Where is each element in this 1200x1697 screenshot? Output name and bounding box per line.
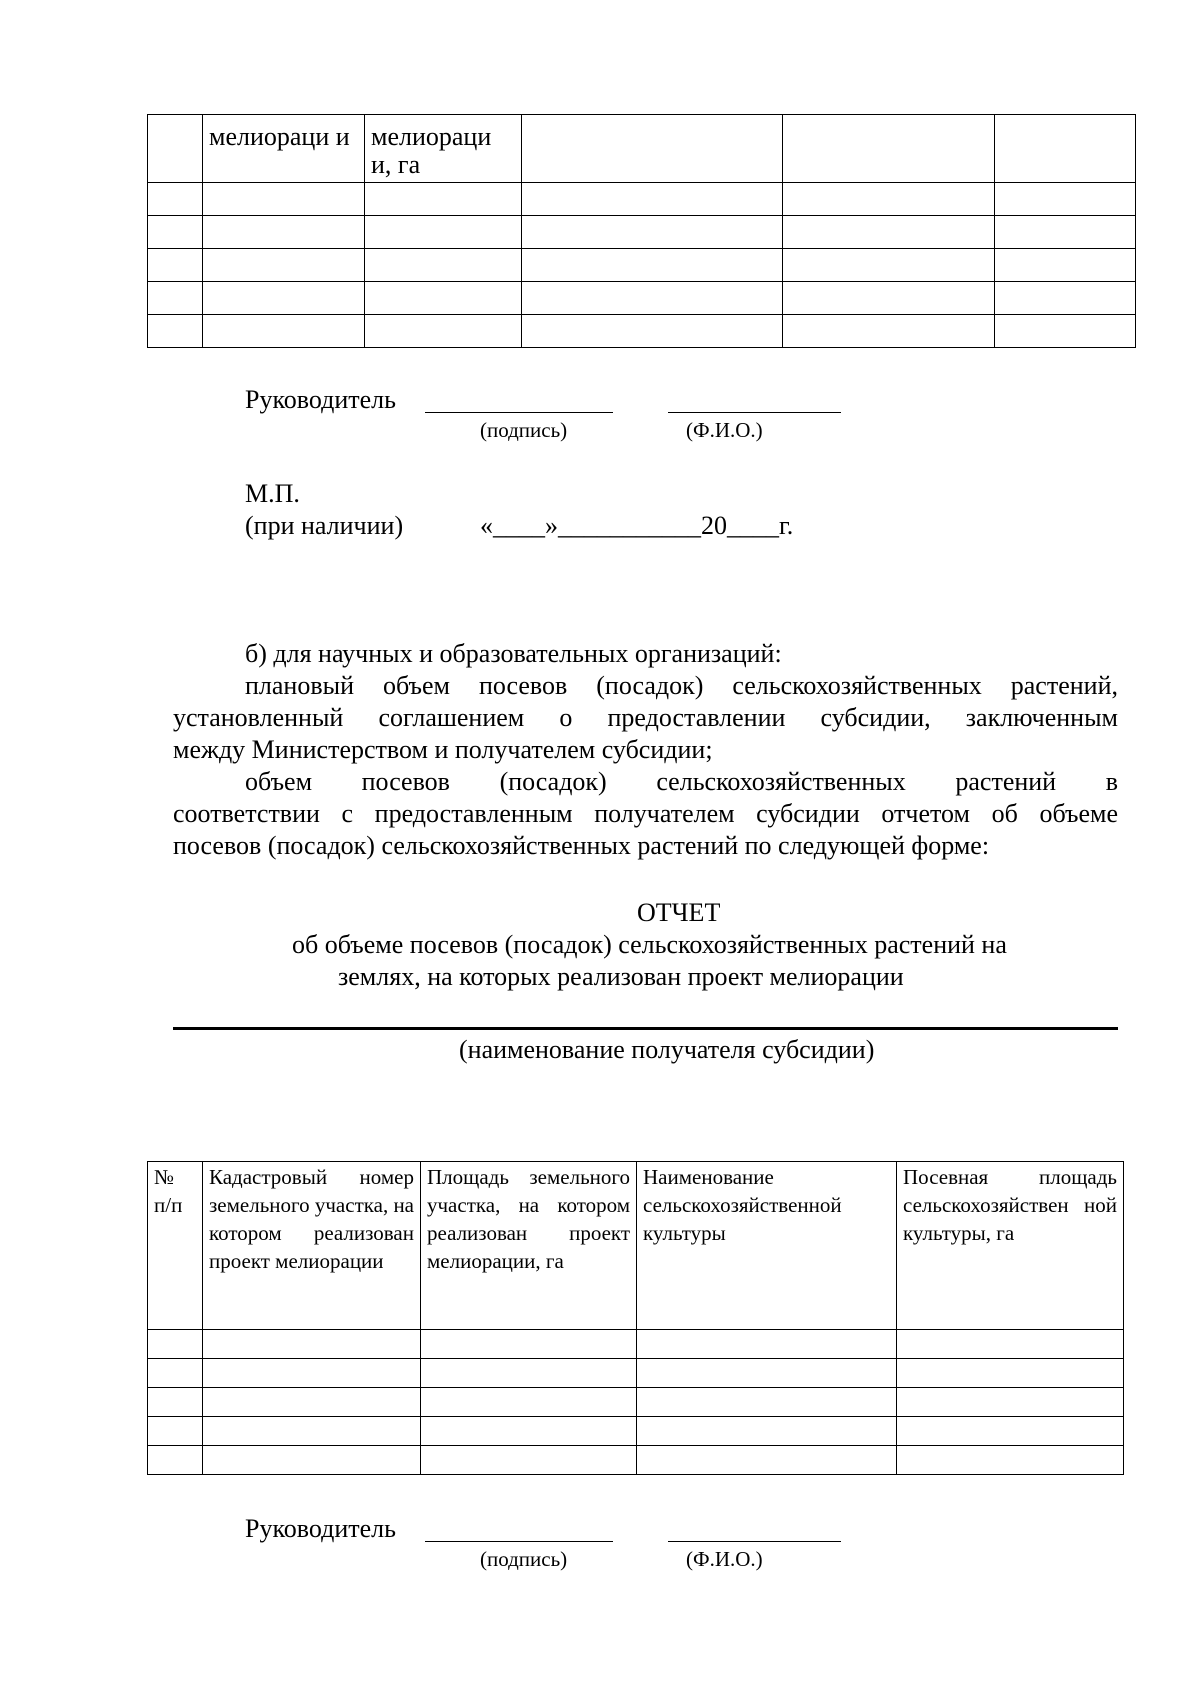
table-row [148,1417,1124,1446]
name-caption: (Ф.И.О.) [686,1547,763,1571]
table-row [148,1446,1124,1475]
section-b-intro: б) для научных и образовательных организаций: [245,639,782,668]
continued-table [147,114,1136,348]
paragraph-line: между Министерством и получателем субсидии; [173,735,713,764]
paragraph-planned-volume [173,670,1118,766]
signature-label: Руководитель [245,385,396,414]
header-cell [522,115,783,183]
table-row [148,216,1136,249]
table-row [148,183,1136,216]
header-cell [783,115,995,183]
paragraph-line: объем посевов (посадок) сельскохозяйственных растений в [245,767,1118,796]
signature-caption: (подпись) [480,418,568,442]
paragraph-line: установленный соглашением о предоставлении субсидии, заключенным [173,703,1118,732]
paragraph-actual-volume [173,766,1118,862]
table-row [148,1330,1124,1359]
table-header-row [148,115,1136,183]
signature-line [425,412,613,413]
recipient-caption: (наименование получателя субсидии) [459,1035,875,1064]
report-title: ОТЧЕТ [637,898,721,927]
name-line [668,412,841,413]
column-header-sown-area: Посевная площадь сельскохозяйствен ной культуры, га [897,1162,1124,1330]
column-header-area: Площадь земельного участка, на котором реализован проект мелиорации, га [421,1162,637,1330]
name-caption: (Ф.И.О.) [686,418,763,442]
paragraph-line: соответствии с предоставленным получателем субсидии отчетом об объеме [173,799,1118,828]
stamp-label: М.П. [245,479,300,508]
paragraph-line: плановый объем посевов (посадок) сельскохозяйственных растений, [245,671,1118,700]
report-table [147,1161,1124,1475]
date-field: «____»___________20____г. [480,511,794,540]
column-header-crop: Наименование сельскохозяйственной культуры [637,1162,897,1330]
table-row [148,1359,1124,1388]
header-cell [995,115,1136,183]
table-row [148,315,1136,348]
paragraph-line: посевов (посадок) сельскохозяйственных растений по следующей форме: [173,831,990,860]
signature-line [425,1541,613,1542]
stamp-note: (при наличии) [245,511,404,540]
recipient-name-line [173,1027,1118,1030]
name-line [668,1541,841,1542]
table-row [148,1388,1124,1417]
header-cell [148,115,203,183]
signature-label: Руководитель [245,1514,396,1543]
table-header-row [148,1162,1124,1330]
signature-caption: (подпись) [480,1547,568,1571]
table-row [148,282,1136,315]
report-subtitle-line2: землях, на которых реализован проект мелиорации [338,962,904,991]
report-subtitle-line1: об объеме посевов (посадок) сельскохозяйственных растений на [292,930,1007,959]
header-cell: мелиораци и, га [365,115,522,183]
column-header-number: № п/п [148,1162,203,1330]
column-header-cadastral: Кадастровый номер земельного участка, на котором реализован проект мелиорации [203,1162,421,1330]
header-cell: мелиораци и [203,115,365,183]
table-row [148,249,1136,282]
